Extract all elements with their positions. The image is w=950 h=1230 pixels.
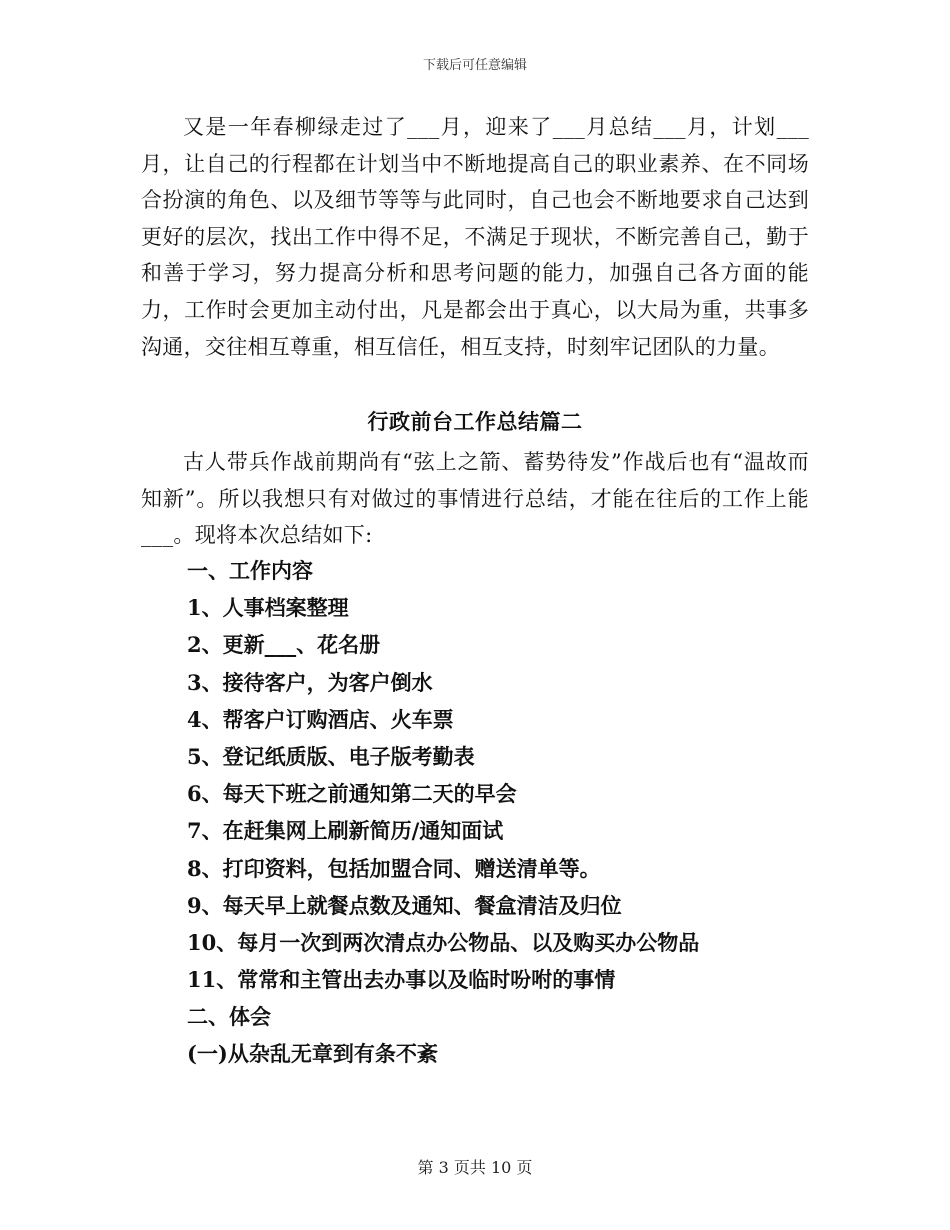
paragraph-1	[141, 109, 809, 365]
list-item: (一)从杂乱无章到有条不紊	[187, 1041, 438, 1067]
list-item: 4、帮客户订购酒店、火车票	[187, 706, 454, 732]
list-item: 1、人事档案整理	[187, 595, 349, 621]
list-item: 二、体会	[187, 1004, 271, 1030]
list-item: 8、打印资料，包括加盟合同、赠送清单等。	[187, 855, 601, 881]
page-header: 下载后可任意编辑	[422, 58, 527, 73]
list-item: 一、工作内容	[187, 558, 313, 583]
list-item: 9、每天早上就餐点数及通知、餐盒清洁及归位	[187, 892, 622, 918]
list-item: 5、登记纸质版、电子版考勤表	[187, 743, 475, 769]
list-item: 11、常常和主管出去办事以及临时吩咐的事情	[187, 967, 616, 993]
paragraph-2-text: 古人带兵作战前期尚有“弦上之箭、蓄势待发”作战后也有“温故而知新”。所以我想只有对做过的事情进行总结，才能在往后的工作上能___。现将本次总结如下:	[141, 450, 809, 548]
list-item: 3、接待客户，为客户倒水	[187, 669, 433, 695]
paragraph-1-text: 又是一年春柳绿走过了___月，迎来了___月总结___月，计划___月，让自己的行程都在计划当中不断地提高自己的职业素养、在不同场合扮演的角色、以及细节等等与此同时，自己也会不断地要求自己达到更好的层次，找出工作中得不足，不满足于现状，不断完善自己，勤于和善于学习，努力提高分析和思考问题的能力，加强自己各方面的能力，工作时会更加主动付出，凡是都会出于真心，以大局为重，共事多沟通，交往相互尊重，相互信任，相互支持，时刻牢记团队的力量。	[141, 115, 809, 359]
section-title: 行政前台工作总结篇二	[367, 409, 583, 434]
list-item: 6、每天下班之前通知第二天的早会	[187, 781, 517, 807]
list-item: 7、在赶集网上刷新简历/通知面试	[187, 818, 504, 844]
page-footer: 第 3 页共 10 页	[417, 1158, 533, 1177]
list-item: 2、更新___、花名册	[187, 632, 381, 658]
list-item: 10、每月一次到两次清点办公物品、以及购买办公物品	[187, 929, 700, 955]
content-list	[187, 552, 827, 1073]
paragraph-2	[141, 444, 809, 554]
